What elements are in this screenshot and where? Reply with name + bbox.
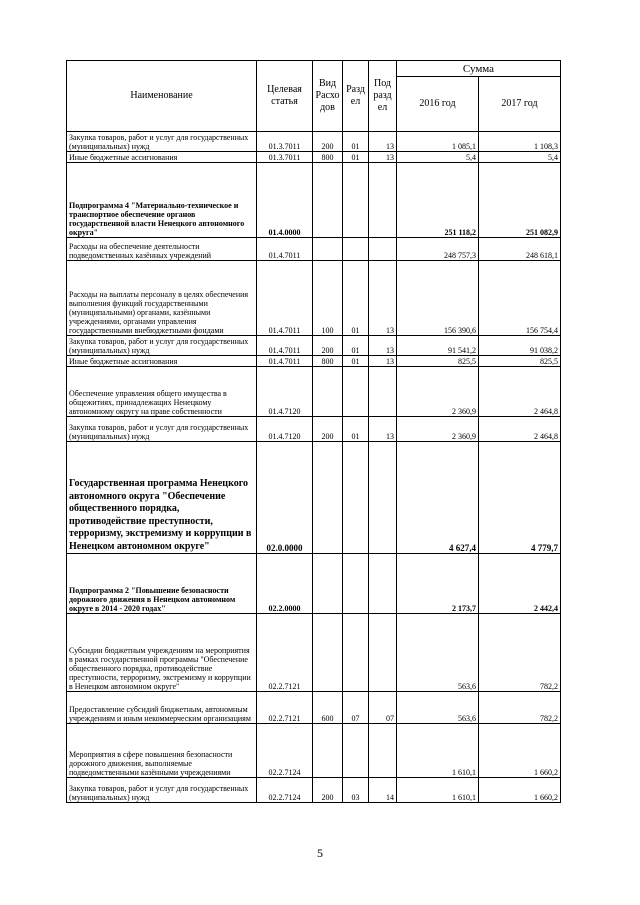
row-sec	[343, 442, 369, 554]
table-row	[67, 554, 561, 614]
row-sub: 14	[369, 778, 397, 803]
table-header	[67, 61, 561, 132]
row-exp	[313, 724, 343, 778]
row-2016: 5,4	[397, 152, 479, 163]
row-sec: 01	[343, 152, 369, 163]
row-2016: 1 610,1	[397, 778, 479, 803]
row-sec: 03	[343, 778, 369, 803]
row-exp: 800	[313, 356, 343, 367]
table-row	[67, 238, 561, 261]
row-exp	[313, 367, 343, 417]
row-target: 02.2.7121	[257, 614, 313, 692]
row-exp: 200	[313, 336, 343, 356]
row-2016: 1 085,1	[397, 132, 479, 152]
header-section: Разд ел	[343, 61, 369, 132]
row-name: Закупка товаров, работ и услуг для государственных (муниципальных) нужд	[67, 336, 257, 356]
header-target-article: Целевая статья	[257, 61, 313, 132]
page-number: 5	[317, 846, 323, 860]
row-exp	[313, 554, 343, 614]
row-2016: 4 627,4	[397, 442, 479, 554]
header-subsection: Под разд ел	[369, 61, 397, 132]
row-sub	[369, 238, 397, 261]
table-row	[67, 692, 561, 724]
header-sum: Сумма	[397, 61, 561, 77]
row-2017: 2 442,4	[479, 554, 561, 614]
table-row	[67, 132, 561, 152]
row-target: 02.2.7121	[257, 692, 313, 724]
row-exp: 100	[313, 261, 343, 336]
row-2017: 782,2	[479, 692, 561, 724]
row-2017: 4 779,7	[479, 442, 561, 554]
row-2017: 248 618,1	[479, 238, 561, 261]
table-row	[67, 261, 561, 336]
row-2016: 251 118,2	[397, 163, 479, 238]
row-exp: 200	[313, 417, 343, 442]
row-2017: 5,4	[479, 152, 561, 163]
row-sub: 13	[369, 356, 397, 367]
row-name: Мероприятия в сфере повышения безопасности дорожного движения, выполняемые подведомственными казёнными учреждениями	[67, 724, 257, 778]
row-sub	[369, 163, 397, 238]
row-name: Иные бюджетные ассигнования	[67, 356, 257, 367]
row-sec	[343, 614, 369, 692]
row-2017: 2 464,8	[479, 417, 561, 442]
row-name: Государственная программа Ненецкого автономного округа "Обеспечение общественного порядка, противодействие преступности, терроризму, экстремизму и коррупции в Ненецком автономном округе"	[67, 442, 257, 554]
row-sub	[369, 724, 397, 778]
row-2017: 2 464,8	[479, 367, 561, 417]
row-2017: 156 754,4	[479, 261, 561, 336]
table-row	[67, 724, 561, 778]
row-sub	[369, 367, 397, 417]
row-sub	[369, 442, 397, 554]
row-name: Подпрограмма 2 "Повышение безопасности дорожного движения в Ненецком автономном округе в 2014 - 2020 годах"	[67, 554, 257, 614]
budget-table	[66, 60, 561, 803]
row-2016: 2 173,7	[397, 554, 479, 614]
row-sub	[369, 554, 397, 614]
row-2016: 248 757,3	[397, 238, 479, 261]
row-sub: 13	[369, 336, 397, 356]
row-name: Подпрограмма 4 "Материально-техническое и транспортное обеспечение органов государственной власти Ненецкого автономного округа"	[67, 163, 257, 238]
row-target: 01.3.7011	[257, 132, 313, 152]
row-2016: 2 360,9	[397, 367, 479, 417]
header-2017: 2017 год	[479, 77, 561, 132]
row-2016: 91 541,2	[397, 336, 479, 356]
row-exp	[313, 238, 343, 261]
row-2016: 825,5	[397, 356, 479, 367]
row-target: 02.2.7124	[257, 724, 313, 778]
row-sec	[343, 238, 369, 261]
row-2017: 251 082,9	[479, 163, 561, 238]
row-exp	[313, 163, 343, 238]
row-2016: 2 360,9	[397, 417, 479, 442]
row-name: Закупка товаров, работ и услуг для государственных (муниципальных) нужд	[67, 417, 257, 442]
row-sec	[343, 163, 369, 238]
row-target: 01.4.7120	[257, 367, 313, 417]
row-exp: 800	[313, 152, 343, 163]
row-2016: 563,6	[397, 692, 479, 724]
row-name: Субсидии бюджетным учреждениям на мероприятия в рамках государственной программы "Обеспечение общественного порядка, противодействие преступности, терроризму, экстремизму и коррупции в Ненецком автономном округе"	[67, 614, 257, 692]
row-2016: 156 390,6	[397, 261, 479, 336]
row-sub: 13	[369, 417, 397, 442]
table-row	[67, 152, 561, 163]
table-row	[67, 417, 561, 442]
row-2017: 1 660,2	[479, 778, 561, 803]
table-row	[67, 356, 561, 367]
row-sec: 01	[343, 417, 369, 442]
row-sec: 07	[343, 692, 369, 724]
table-row	[67, 367, 561, 417]
row-target: 01.4.7120	[257, 417, 313, 442]
row-2016: 563,6	[397, 614, 479, 692]
row-name: Расходы на выплаты персоналу в целях обеспечения выполнения функций государственными (муниципальными) органами, казёнными учреждениями, органами управления государственными внебюджетными фондами	[67, 261, 257, 336]
row-exp	[313, 614, 343, 692]
row-exp: 200	[313, 132, 343, 152]
row-sub	[369, 614, 397, 692]
row-2017: 1 660,2	[479, 724, 561, 778]
row-2017: 825,5	[479, 356, 561, 367]
table-row	[67, 163, 561, 238]
row-exp	[313, 442, 343, 554]
row-name: Закупка товаров, работ и услуг для государственных (муниципальных) нужд	[67, 778, 257, 803]
row-target: 01.4.7011	[257, 336, 313, 356]
row-target: 02.0.0000	[257, 442, 313, 554]
row-2017: 1 108,3	[479, 132, 561, 152]
row-sec	[343, 367, 369, 417]
header-expense-type: Вид Расхо дов	[313, 61, 343, 132]
row-exp: 200	[313, 778, 343, 803]
row-2016: 1 610,1	[397, 724, 479, 778]
row-name: Иные бюджетные ассигнования	[67, 152, 257, 163]
row-sub: 13	[369, 152, 397, 163]
row-2017: 782,2	[479, 614, 561, 692]
row-target: 01.4.7011	[257, 261, 313, 336]
row-sec: 01	[343, 336, 369, 356]
header-name: Наименование	[67, 61, 257, 132]
row-exp: 600	[313, 692, 343, 724]
table-row	[67, 778, 561, 803]
row-2017: 91 038,2	[479, 336, 561, 356]
row-target: 01.4.0000	[257, 163, 313, 238]
row-sec	[343, 724, 369, 778]
row-sec: 01	[343, 261, 369, 336]
row-target: 02.2.7124	[257, 778, 313, 803]
row-sec: 01	[343, 132, 369, 152]
row-target: 01.3.7011	[257, 152, 313, 163]
row-sub: 13	[369, 261, 397, 336]
row-name: Обеспечение управления общего имущества в общежитиях, принадлежащих Ненецкому автономному округу на праве собственности	[67, 367, 257, 417]
row-sec	[343, 554, 369, 614]
table-row	[67, 442, 561, 554]
table-row	[67, 614, 561, 692]
row-name: Закупка товаров, работ и услуг для государственных (муниципальных) нужд	[67, 132, 257, 152]
row-sub: 13	[369, 132, 397, 152]
row-sub: 07	[369, 692, 397, 724]
row-target: 02.2.0000	[257, 554, 313, 614]
row-target: 01.4.7011	[257, 356, 313, 367]
header-2016: 2016 год	[397, 77, 479, 132]
row-name: Расходы на обеспечение деятельности подведомственных казённых учреждений	[67, 238, 257, 261]
row-target: 01.4.7011	[257, 238, 313, 261]
table-row	[67, 336, 561, 356]
row-name: Предоставление субсидий бюджетным, автономным учреждениям и иным некоммерческим организациям	[67, 692, 257, 724]
row-sec: 01	[343, 356, 369, 367]
